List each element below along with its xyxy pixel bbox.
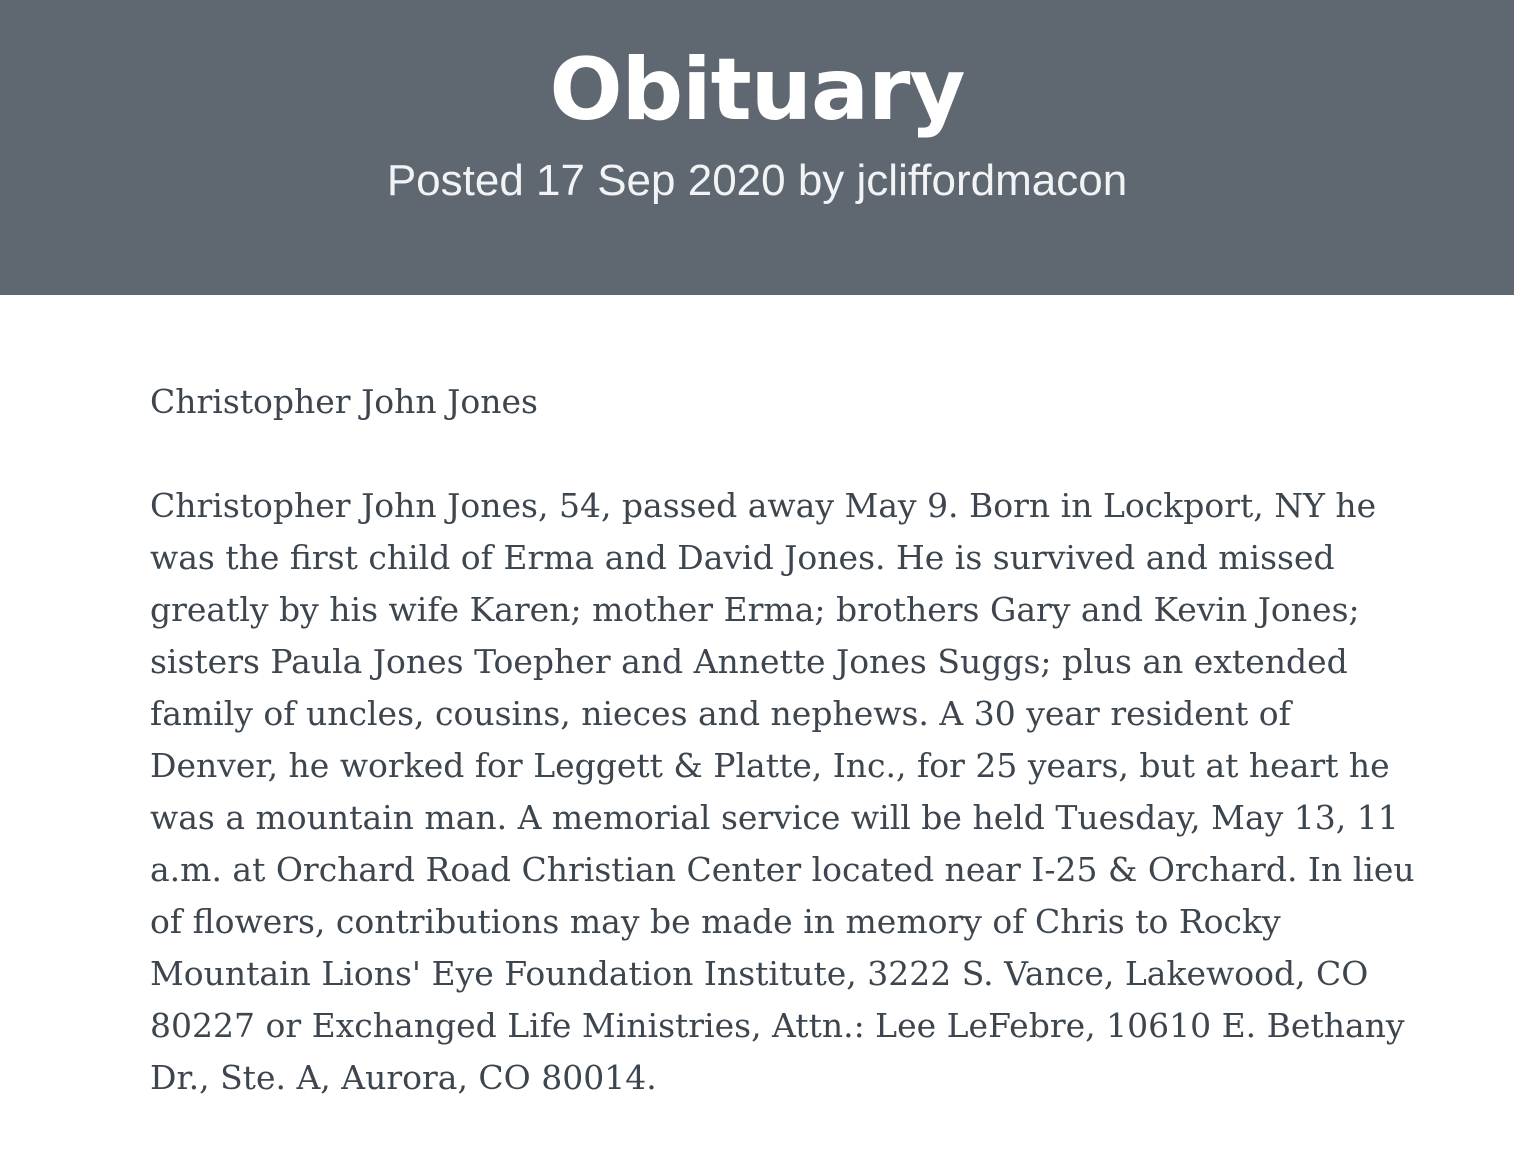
paragraph-line: 80227 or Exchanged Life Ministries, Attn.: Lee LeFebre, 10610 E. Bethany (150, 1006, 1405, 1045)
paragraph-line: of flowers, contributions may be made in memory of Chris to Rocky (150, 902, 1281, 941)
paragraph-line: Christopher John Jones, 54, passed away May 9. Born in Lockport, NY he (150, 486, 1377, 525)
paragraph-line: was a mountain man. A memorial service will be held Tuesday, May 13, 11 (150, 798, 1399, 837)
paragraph-line: Dr., Ste. A, Aurora, CO 80014. (150, 1058, 657, 1097)
paragraph-line: Denver, he worked for Leggett & Platte, Inc., for 25 years, but at heart he (150, 746, 1390, 785)
deceased-name: Christopher John Jones (150, 382, 538, 421)
post-meta: Posted 17 Sep 2020 by jcliffordmacon (386, 156, 1128, 205)
paragraph-line: Mountain Lions' Eye Foundation Institute, 3222 S. Vance, Lakewood, CO (150, 954, 1369, 993)
paragraph-line: family of uncles, cousins, nieces and nephews. A 30 year resident of (150, 694, 1291, 733)
paragraph-line: greatly by his wife Karen; mother Erma; brothers Gary and Kevin Jones; (150, 590, 1360, 629)
paragraph-line: sisters Paula Jones Toepher and Annette Jones Suggs; plus an extended (150, 642, 1348, 681)
article-body (0, 295, 1514, 1104)
page-title: Obituary (549, 40, 965, 140)
paragraph-line: was the first child of Erma and David Jones. He is survived and missed (150, 538, 1335, 577)
obituary-paragraph (150, 480, 1415, 1104)
page-header (0, 0, 1514, 295)
paragraph-line: a.m. at Orchard Road Christian Center located near I-25 & Orchard. In lieu (150, 850, 1415, 889)
